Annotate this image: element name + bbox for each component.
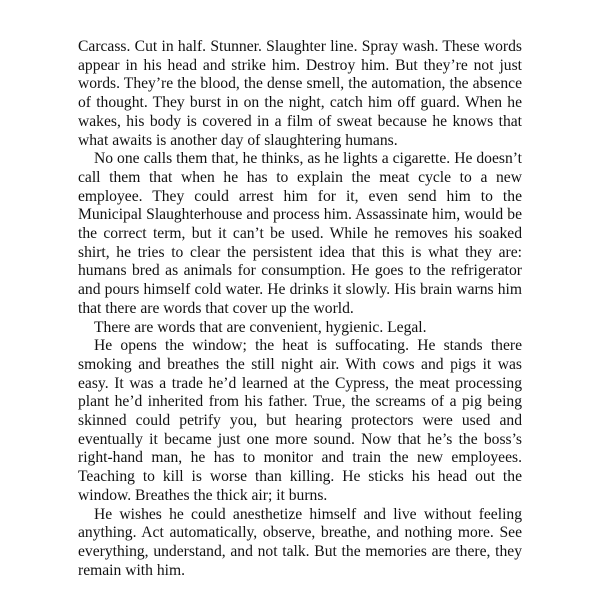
paragraph-2: No one calls them that, he thinks, as he lights a cigarette. He doesn’t call them that when he has to explain the meat cycle to a new employee. They could arrest him for it, even send him to the Municipal Slaughterhouse and process him. Assassinate him, would be the correct term, but it can’t be used. While he removes his soaked shirt, he tries to clear the persistent idea that this is what they are: humans bred as animals for consumption. He goes to the refrigerator and pours himself cold water. He drinks it slowly. His brain warns him that there are words that cover up the world. [78,150,522,317]
paragraph-3: There are words that are convenient, hygienic. Legal. [94,318,427,336]
paragraph-1: Carcass. Cut in half. Stunner. Slaughter line. Spray wash. These words appear in his head and strike him. Destroy him. But they’re not just words. They’re the blood, the dense smell, the automation, the absence of thought. They burst in on the night, catch him off guard. When he wakes, his body is covered in a film of sweat because he knows that what awaits is another day of slaughtering humans. [78,38,522,149]
paragraph-5: He wishes he could anesthetize himself and live without feeling anything. Act automatically, observe, breathe, and nothing more. See everything, understand, and not talk. But the memories are there, they remain with him. [78,505,522,579]
paragraph-4: He opens the window; the heat is suffocating. He stands there smoking and breathes the still night air. With cows and pigs it was easy. It was a trade he’d learned at the Cypress, the meat processing plant he’d inherited from his father. True, the screams of a pig being skinned could petrify you, but hearing protectors were used and eventually it became just one more sound. Now that he’s the boss’s right-hand man, he has to monitor and train the new employees. Teaching to kill is worse than killing. He sticks his head out the window. Breathes the thick air; it burns. [78,337,522,504]
document-page [78,38,522,580]
